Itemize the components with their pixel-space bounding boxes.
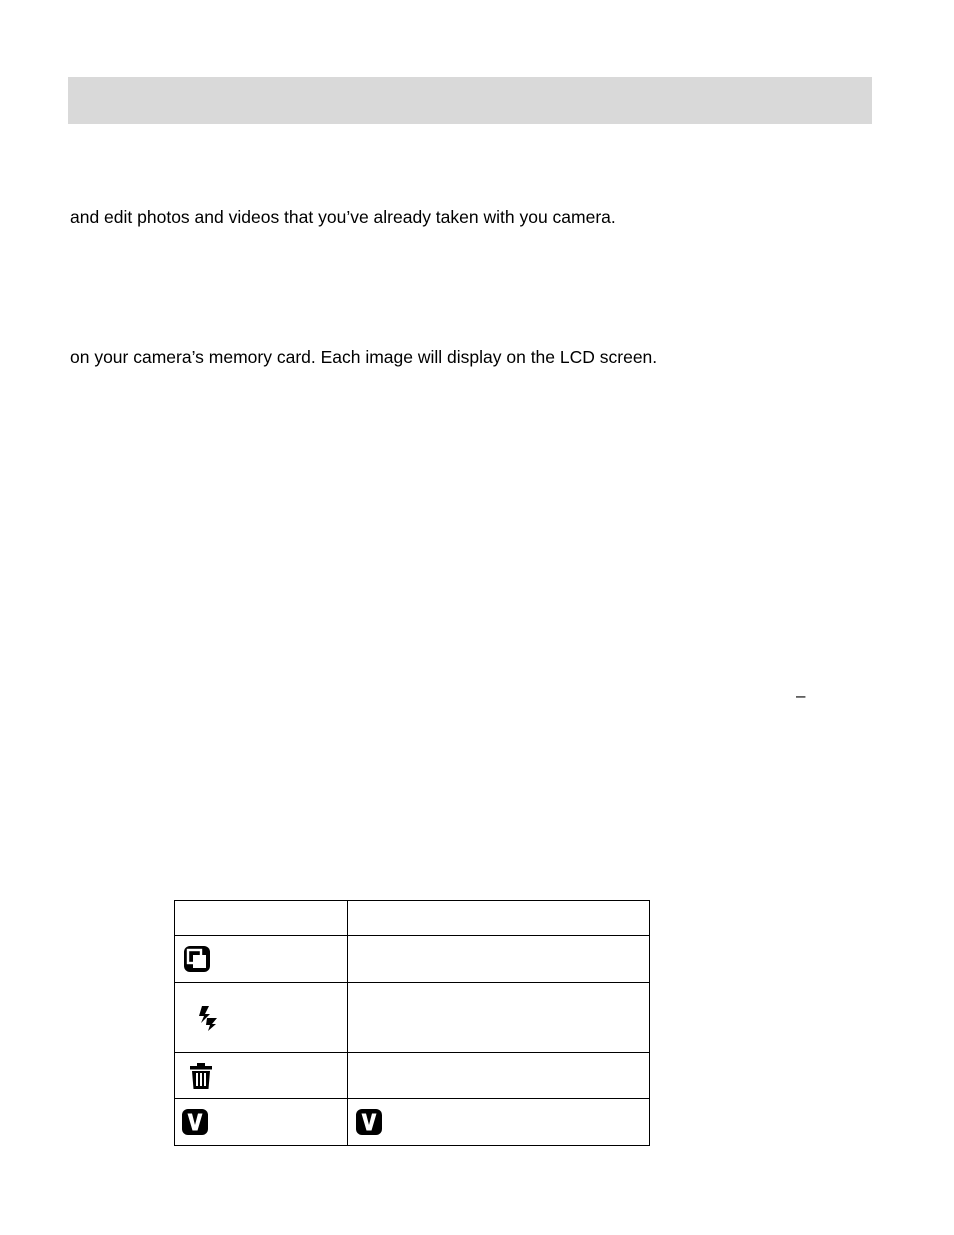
video-v-icon <box>181 1108 209 1136</box>
table-cell-icon <box>175 1099 348 1146</box>
table-cell-icon <box>175 983 348 1053</box>
table-row <box>175 936 650 983</box>
video-v-icon <box>355 1108 383 1136</box>
table-header-row <box>175 901 650 936</box>
slideshow-icon <box>183 945 211 973</box>
trash-icon <box>187 1062 215 1090</box>
section-header-bar <box>68 77 872 124</box>
flash-rotate-icon <box>193 1004 221 1032</box>
table-cell-description <box>348 1053 650 1099</box>
table-header-cell-description <box>348 901 650 936</box>
table-cell-icon <box>175 936 348 983</box>
body-paragraph-1: and edit photos and videos that you’ve already taken with you camera. <box>70 207 616 227</box>
body-paragraph-2: on your camera’s memory card. Each image will display on the LCD screen. <box>70 347 658 367</box>
table-cell-description <box>348 983 650 1053</box>
icon-table <box>174 900 650 1146</box>
table-header-cell-icon <box>175 901 348 936</box>
dash-mark: – <box>796 686 806 705</box>
table-cell-icon <box>175 1053 348 1099</box>
table-row <box>175 1099 650 1146</box>
table-row <box>175 1053 650 1099</box>
table-row <box>175 983 650 1053</box>
table-cell-description <box>348 936 650 983</box>
table-cell-description <box>348 1099 650 1146</box>
